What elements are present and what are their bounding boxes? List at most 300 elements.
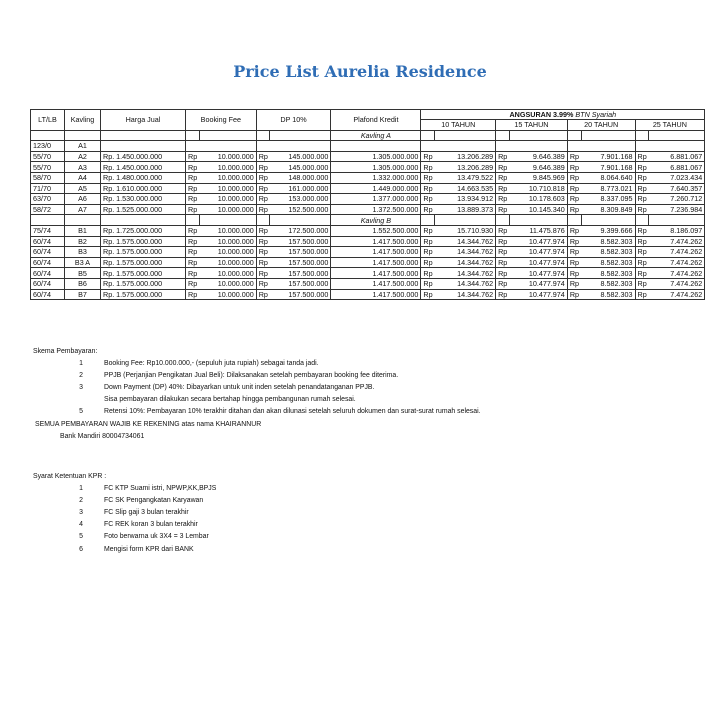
cell-kavling: B2 bbox=[65, 236, 101, 247]
header-angsuran bbox=[421, 110, 705, 120]
cell-plafond: 1.305.000.000 bbox=[331, 151, 421, 162]
header-booking: Booking Fee bbox=[186, 110, 257, 131]
price-list-table bbox=[30, 109, 705, 300]
currency-label: Rp bbox=[421, 162, 435, 173]
header-harga: Harga Jual bbox=[101, 110, 186, 131]
currency-label: Rp bbox=[421, 151, 435, 162]
currency-label: Rp bbox=[496, 162, 510, 173]
cell-angsuran-10: 14.344.762 bbox=[435, 268, 496, 279]
syarat-kpr bbox=[33, 471, 216, 556]
table-row bbox=[31, 183, 705, 194]
currency-label: Rp bbox=[567, 278, 581, 289]
currency-label bbox=[496, 141, 510, 152]
list-item-text: FC REK koran 3 bulan terakhir bbox=[104, 521, 198, 529]
cell-booking: 10.000.000 bbox=[199, 204, 256, 215]
currency-label: Rp bbox=[496, 151, 510, 162]
empty-cell bbox=[101, 130, 186, 141]
cell-angsuran-10: 15.710.930 bbox=[435, 225, 496, 236]
cell-kavling: B6 bbox=[65, 278, 101, 289]
cell-dp bbox=[270, 141, 331, 152]
cell-harga: Rp. 1.575.000.000 bbox=[101, 247, 186, 258]
list-item bbox=[33, 531, 216, 543]
cell-kavling: B3 A bbox=[65, 257, 101, 268]
currency-label: Rp bbox=[186, 162, 200, 173]
cell-dp: 157.500.000 bbox=[270, 268, 331, 279]
skema-heading: Skema Pembayaran: bbox=[33, 348, 98, 355]
cell-ltlb: 75/74 bbox=[31, 225, 65, 236]
list-item-text: Booking Fee: Rp10.000.000,- (sepuluh juta rupiah) sebagai tanda jadi. bbox=[104, 360, 319, 368]
empty-cell bbox=[199, 130, 256, 141]
cell-dp: 157.500.000 bbox=[270, 236, 331, 247]
cell-kavling: A6 bbox=[65, 194, 101, 205]
currency-label: Rp bbox=[256, 204, 270, 215]
currency-label: Rp bbox=[256, 162, 270, 173]
cell-kavling: A2 bbox=[65, 151, 101, 162]
cell-harga: Rp. 1.525.000.000 bbox=[101, 204, 186, 215]
table-row bbox=[31, 236, 705, 247]
currency-label: Rp bbox=[256, 225, 270, 236]
cell-dp: 157.500.000 bbox=[270, 289, 331, 300]
cell-angsuran-25: 7.260.712 bbox=[649, 194, 705, 205]
list-item-number: 2 bbox=[79, 497, 83, 505]
skema-pembayaran bbox=[33, 346, 481, 443]
cell-plafond: 1.417.500.000 bbox=[331, 257, 421, 268]
list-item-number: 1 bbox=[79, 360, 83, 368]
list-item-text: Retensi 10%: Pembayaran 10% terakhir ditahan dan akan dilunasi setelah seluruh dokumen dan surat-surat rumah selesai. bbox=[104, 408, 481, 416]
empty-cell bbox=[270, 215, 331, 226]
currency-label: Rp bbox=[421, 278, 435, 289]
list-item bbox=[33, 358, 481, 370]
cell-angsuran-15: 9.646.389 bbox=[509, 151, 567, 162]
currency-label: Rp bbox=[635, 289, 649, 300]
cell-dp: 148.000.000 bbox=[270, 172, 331, 183]
cell-booking: 10.000.000 bbox=[199, 151, 256, 162]
list-item-text: Down Payment (DP) 40%: Dibayarkan untuk unit inden setelah penandatanganan PPJB. bbox=[104, 384, 375, 392]
currency-label: Rp bbox=[421, 204, 435, 215]
cell-dp: 153.000.000 bbox=[270, 194, 331, 205]
cell-angsuran-10: 14.344.762 bbox=[435, 278, 496, 289]
currency-label: Rp bbox=[256, 236, 270, 247]
list-item-text: Mengisi form KPR dari BANK bbox=[104, 545, 194, 553]
cell-ltlb: 63/70 bbox=[31, 194, 65, 205]
cell-kavling: A1 bbox=[65, 141, 101, 152]
cell-ltlb: 71/70 bbox=[31, 183, 65, 194]
skema-list bbox=[33, 358, 481, 418]
currency-label: Rp bbox=[635, 162, 649, 173]
currency-label: Rp bbox=[256, 268, 270, 279]
list-item-text: FC SK Pengangkatan Karyawan bbox=[104, 497, 204, 505]
empty-cell bbox=[435, 130, 496, 141]
syarat-heading: Syarat Ketentuan KPR : bbox=[33, 473, 107, 480]
currency-label: Rp bbox=[421, 194, 435, 205]
currency-label: Rp bbox=[186, 236, 200, 247]
list-item bbox=[33, 544, 216, 556]
currency-label: Rp bbox=[567, 236, 581, 247]
empty-cell bbox=[31, 130, 65, 141]
cell-plafond bbox=[331, 141, 421, 152]
cell-angsuran-20: 8.582.303 bbox=[581, 247, 635, 258]
cell-angsuran-10 bbox=[435, 141, 496, 152]
currency-label: Rp bbox=[567, 289, 581, 300]
cell-angsuran-20: 8.773.021 bbox=[581, 183, 635, 194]
cell-booking: 10.000.000 bbox=[199, 162, 256, 173]
cell-harga: Rp. 1.575.000.000 bbox=[101, 257, 186, 268]
cell-angsuran-15: 9.646.389 bbox=[509, 162, 567, 173]
empty-cell bbox=[635, 130, 649, 141]
cell-ltlb: 60/74 bbox=[31, 278, 65, 289]
section-row bbox=[31, 215, 705, 226]
table-row bbox=[31, 257, 705, 268]
list-item bbox=[33, 382, 481, 394]
table-row bbox=[31, 278, 705, 289]
cell-angsuran-15: 10.477.974 bbox=[509, 236, 567, 247]
header-angsuran-rate: ANGSURAN 3.99% bbox=[509, 110, 574, 119]
currency-label: Rp bbox=[635, 204, 649, 215]
syarat-list bbox=[33, 483, 216, 556]
currency-label: Rp bbox=[567, 268, 581, 279]
cell-angsuran-10: 13.934.912 bbox=[435, 194, 496, 205]
cell-angsuran-10: 14.344.762 bbox=[435, 257, 496, 268]
currency-label: Rp bbox=[421, 268, 435, 279]
currency-label: Rp bbox=[635, 172, 649, 183]
currency-label: Rp bbox=[186, 183, 200, 194]
list-item-text: FC Slip gaji 3 bulan terakhir bbox=[104, 509, 189, 517]
currency-label bbox=[567, 141, 581, 152]
table-row bbox=[31, 204, 705, 215]
currency-label: Rp bbox=[567, 194, 581, 205]
cell-angsuran-15: 9.845.969 bbox=[509, 172, 567, 183]
table-row bbox=[31, 151, 705, 162]
cell-harga: Rp. 1.575.000.000 bbox=[101, 278, 186, 289]
empty-cell bbox=[270, 130, 331, 141]
currency-label: Rp bbox=[567, 172, 581, 183]
table-row bbox=[31, 289, 705, 300]
currency-label: Rp bbox=[496, 247, 510, 258]
header-10-tahun: 10 TAHUN bbox=[421, 120, 496, 131]
currency-label: Rp bbox=[635, 194, 649, 205]
cell-booking: 10.000.000 bbox=[199, 172, 256, 183]
cell-angsuran-20: 8.064.640 bbox=[581, 172, 635, 183]
empty-cell bbox=[567, 130, 581, 141]
cell-plafond: 1.417.500.000 bbox=[331, 289, 421, 300]
empty-cell bbox=[435, 215, 496, 226]
cell-angsuran-15: 10.477.974 bbox=[509, 257, 567, 268]
cell-plafond: 1.449.000.000 bbox=[331, 183, 421, 194]
table-row bbox=[31, 172, 705, 183]
cell-booking: 10.000.000 bbox=[199, 278, 256, 289]
currency-label: Rp bbox=[496, 236, 510, 247]
bank-account: Bank Mandiri 80004734061 bbox=[60, 432, 145, 440]
cell-harga: Rp. 1.610.000.000 bbox=[101, 183, 186, 194]
cell-angsuran-10: 14.344.762 bbox=[435, 289, 496, 300]
currency-label: Rp bbox=[635, 183, 649, 194]
header-angsuran-bank: BTN Syariah bbox=[575, 110, 617, 119]
currency-label: Rp bbox=[186, 278, 200, 289]
cell-angsuran-20: 8.582.303 bbox=[581, 278, 635, 289]
currency-label: Rp bbox=[496, 257, 510, 268]
currency-label: Rp bbox=[496, 225, 510, 236]
cell-kavling: B7 bbox=[65, 289, 101, 300]
cell-ltlb: 60/74 bbox=[31, 257, 65, 268]
list-item-text: Foto berwarna uk 3X4 = 3 Lembar bbox=[104, 533, 209, 541]
currency-label: Rp bbox=[186, 257, 200, 268]
header-dp: DP 10% bbox=[256, 110, 331, 131]
cell-dp: 145.000.000 bbox=[270, 162, 331, 173]
header-20-tahun: 20 TAHUN bbox=[567, 120, 635, 131]
currency-label: Rp bbox=[496, 204, 510, 215]
empty-cell bbox=[649, 215, 705, 226]
cell-booking: 10.000.000 bbox=[199, 236, 256, 247]
cell-harga: Rp. 1.450.000.000 bbox=[101, 162, 186, 173]
cell-kavling: B1 bbox=[65, 225, 101, 236]
cell-ltlb: 58/70 bbox=[31, 172, 65, 183]
cell-angsuran-15: 10.477.974 bbox=[509, 268, 567, 279]
currency-label bbox=[421, 141, 435, 152]
cell-plafond: 1.377.000.000 bbox=[331, 194, 421, 205]
currency-label: Rp bbox=[256, 151, 270, 162]
currency-label: Rp bbox=[186, 268, 200, 279]
cell-booking: 10.000.000 bbox=[199, 183, 256, 194]
cell-plafond: 1.372.500.000 bbox=[331, 204, 421, 215]
cell-angsuran-20: 8.582.303 bbox=[581, 236, 635, 247]
empty-cell bbox=[186, 130, 200, 141]
currency-label: Rp bbox=[496, 183, 510, 194]
currency-label: Rp bbox=[256, 183, 270, 194]
currency-label: Rp bbox=[186, 194, 200, 205]
currency-label: Rp bbox=[186, 289, 200, 300]
currency-label: Rp bbox=[421, 247, 435, 258]
currency-label: Rp bbox=[421, 225, 435, 236]
cell-angsuran-20: 8.582.303 bbox=[581, 268, 635, 279]
empty-cell bbox=[567, 215, 581, 226]
cell-angsuran-15: 10.178.603 bbox=[509, 194, 567, 205]
empty-cell bbox=[256, 130, 270, 141]
cell-angsuran-20: 8.582.303 bbox=[581, 289, 635, 300]
list-item-text: Sisa pembayaran dilakukan secara bertahap hingga pembangunan rumah selesai. bbox=[104, 396, 356, 404]
currency-label: Rp bbox=[256, 289, 270, 300]
cell-angsuran-25: 6.881.067 bbox=[649, 162, 705, 173]
list-item-number: 4 bbox=[79, 521, 83, 529]
cell-kavling: A5 bbox=[65, 183, 101, 194]
currency-label: Rp bbox=[256, 278, 270, 289]
cell-angsuran-20: 8.309.849 bbox=[581, 204, 635, 215]
currency-label: Rp bbox=[567, 151, 581, 162]
currency-label: Rp bbox=[635, 278, 649, 289]
cell-booking: 10.000.000 bbox=[199, 289, 256, 300]
cell-dp: 152.500.000 bbox=[270, 204, 331, 215]
cell-angsuran-10: 13.889.373 bbox=[435, 204, 496, 215]
currency-label: Rp bbox=[186, 225, 200, 236]
cell-plafond: 1.417.500.000 bbox=[331, 268, 421, 279]
currency-label: Rp bbox=[567, 257, 581, 268]
list-item bbox=[33, 495, 216, 507]
cell-dp: 172.500.000 bbox=[270, 225, 331, 236]
currency-label: Rp bbox=[635, 236, 649, 247]
cell-angsuran-10: 13.479.522 bbox=[435, 172, 496, 183]
currency-label: Rp bbox=[186, 204, 200, 215]
cell-angsuran-25: 7.474.262 bbox=[649, 257, 705, 268]
currency-label: Rp bbox=[421, 257, 435, 268]
cell-booking bbox=[199, 141, 256, 152]
cell-booking: 10.000.000 bbox=[199, 194, 256, 205]
currency-label: Rp bbox=[635, 151, 649, 162]
currency-label bbox=[635, 141, 649, 152]
list-item-text: PPJB (Perjanjian Pengikatan Jual Beli): Dilaksanakan setelah pembayaran booking fee diterima. bbox=[104, 372, 399, 380]
cell-dp: 157.500.000 bbox=[270, 257, 331, 268]
cell-ltlb: 60/74 bbox=[31, 289, 65, 300]
cell-angsuran-25: 7.474.262 bbox=[649, 247, 705, 258]
cell-ltlb: 60/74 bbox=[31, 247, 65, 258]
list-item bbox=[33, 406, 481, 418]
currency-label: Rp bbox=[496, 289, 510, 300]
cell-angsuran-25: 7.474.262 bbox=[649, 268, 705, 279]
cell-angsuran-10: 14.663.535 bbox=[435, 183, 496, 194]
section-label: Kavling A bbox=[331, 130, 421, 141]
cell-plafond: 1.417.500.000 bbox=[331, 278, 421, 289]
currency-label: Rp bbox=[567, 183, 581, 194]
cell-angsuran-20: 8.337.095 bbox=[581, 194, 635, 205]
cell-angsuran-25: 7.474.262 bbox=[649, 236, 705, 247]
cell-harga: Rp. 1.575.000.000 bbox=[101, 268, 186, 279]
currency-label: Rp bbox=[421, 289, 435, 300]
cell-kavling: B5 bbox=[65, 268, 101, 279]
cell-angsuran-15 bbox=[509, 141, 567, 152]
cell-angsuran-25: 7.023.434 bbox=[649, 172, 705, 183]
currency-label: Rp bbox=[421, 236, 435, 247]
cell-dp: 145.000.000 bbox=[270, 151, 331, 162]
currency-label: Rp bbox=[567, 162, 581, 173]
cell-angsuran-15: 10.477.974 bbox=[509, 289, 567, 300]
currency-label: Rp bbox=[186, 172, 200, 183]
cell-angsuran-25: 7.640.357 bbox=[649, 183, 705, 194]
header-plafond: Plafond Kredit bbox=[331, 110, 421, 131]
table-row bbox=[31, 225, 705, 236]
currency-label: Rp bbox=[496, 194, 510, 205]
empty-cell bbox=[509, 215, 567, 226]
cell-angsuran-15: 10.710.818 bbox=[509, 183, 567, 194]
empty-cell bbox=[635, 215, 649, 226]
list-item-number: 2 bbox=[79, 372, 83, 380]
empty-cell bbox=[65, 215, 101, 226]
cell-angsuran-25: 8.186.097 bbox=[649, 225, 705, 236]
currency-label: Rp bbox=[256, 194, 270, 205]
empty-cell bbox=[509, 130, 567, 141]
cell-plafond: 1.305.000.000 bbox=[331, 162, 421, 173]
cell-ltlb: 60/74 bbox=[31, 268, 65, 279]
cell-plafond: 1.417.500.000 bbox=[331, 236, 421, 247]
cell-angsuran-25: 7.474.262 bbox=[649, 278, 705, 289]
cell-ltlb: 58/72 bbox=[31, 204, 65, 215]
list-item-number: 6 bbox=[79, 545, 83, 553]
cell-angsuran-15: 10.477.974 bbox=[509, 278, 567, 289]
currency-label: Rp bbox=[496, 278, 510, 289]
currency-label: Rp bbox=[635, 225, 649, 236]
cell-angsuran-20: 7.901.168 bbox=[581, 162, 635, 173]
cell-angsuran-10: 13.206.289 bbox=[435, 162, 496, 173]
currency-label: Rp bbox=[421, 172, 435, 183]
header-row bbox=[31, 110, 705, 120]
list-item bbox=[33, 507, 216, 519]
list-item-text: FC KTP Suami istri, NPWP,KK,BPJS bbox=[104, 485, 217, 493]
cell-kavling: A7 bbox=[65, 204, 101, 215]
empty-cell bbox=[496, 130, 510, 141]
empty-cell bbox=[649, 130, 705, 141]
currency-label: Rp bbox=[256, 172, 270, 183]
cell-plafond: 1.552.500.000 bbox=[331, 225, 421, 236]
cell-angsuran-20: 9.399.666 bbox=[581, 225, 635, 236]
cell-angsuran-20: 7.901.168 bbox=[581, 151, 635, 162]
empty-cell bbox=[421, 130, 435, 141]
empty-cell bbox=[581, 130, 635, 141]
currency-label: Rp bbox=[256, 257, 270, 268]
cell-plafond: 1.417.500.000 bbox=[331, 247, 421, 258]
cell-ltlb: 123/0 bbox=[31, 141, 65, 152]
cell-booking: 10.000.000 bbox=[199, 225, 256, 236]
cell-harga: Rp. 1.725.000.000 bbox=[101, 225, 186, 236]
empty-cell bbox=[421, 215, 435, 226]
cell-angsuran-15: 10.145.340 bbox=[509, 204, 567, 215]
table-row bbox=[31, 162, 705, 173]
header-25-tahun: 25 TAHUN bbox=[635, 120, 705, 131]
cell-angsuran-15: 10.477.974 bbox=[509, 247, 567, 258]
cell-ltlb: 55/70 bbox=[31, 162, 65, 173]
cell-angsuran-25: 7.474.262 bbox=[649, 289, 705, 300]
cell-harga: Rp. 1.480.000.000 bbox=[101, 172, 186, 183]
empty-cell bbox=[101, 215, 186, 226]
currency-label: Rp bbox=[186, 151, 200, 162]
cell-angsuran-10: 14.344.762 bbox=[435, 247, 496, 258]
header-15-tahun: 15 TAHUN bbox=[496, 120, 568, 131]
cell-harga: Rp. 1.575.000.000 bbox=[101, 236, 186, 247]
section-row bbox=[31, 130, 705, 141]
currency-label: Rp bbox=[567, 225, 581, 236]
list-item-number bbox=[33, 394, 104, 406]
cell-dp: 161.000.000 bbox=[270, 183, 331, 194]
empty-cell bbox=[496, 215, 510, 226]
currency-label: Rp bbox=[635, 247, 649, 258]
cell-kavling: B3 bbox=[65, 247, 101, 258]
cell-booking: 10.000.000 bbox=[199, 257, 256, 268]
currency-label: Rp bbox=[635, 257, 649, 268]
currency-label bbox=[256, 141, 270, 152]
cell-dp: 157.500.000 bbox=[270, 247, 331, 258]
list-item bbox=[33, 370, 481, 382]
header-ltlb: LT/LB bbox=[31, 110, 65, 131]
section-label: Kavling B bbox=[331, 215, 421, 226]
cell-angsuran-20: 8.582.303 bbox=[581, 257, 635, 268]
cell-plafond: 1.332.000.000 bbox=[331, 172, 421, 183]
cell-booking: 10.000.000 bbox=[199, 268, 256, 279]
currency-label: Rp bbox=[496, 172, 510, 183]
table-row bbox=[31, 141, 705, 152]
currency-label: Rp bbox=[567, 247, 581, 258]
cell-kavling: A4 bbox=[65, 172, 101, 183]
cell-angsuran-20 bbox=[581, 141, 635, 152]
list-item-number: 3 bbox=[79, 509, 83, 517]
cell-angsuran-10: 14.344.762 bbox=[435, 236, 496, 247]
table-row bbox=[31, 247, 705, 258]
currency-label: Rp bbox=[496, 268, 510, 279]
list-item-number: 3 bbox=[79, 384, 83, 392]
page-title: Price List Aurelia Residence bbox=[233, 62, 487, 81]
cell-kavling: A3 bbox=[65, 162, 101, 173]
rekening-note: SEMUA PEMBAYARAN WAJIB KE REKENING atas nama KHAIRANNUR bbox=[35, 420, 262, 428]
empty-cell bbox=[65, 130, 101, 141]
cell-angsuran-25: 6.881.067 bbox=[649, 151, 705, 162]
currency-label: Rp bbox=[186, 247, 200, 258]
cell-booking: 10.000.000 bbox=[199, 247, 256, 258]
list-item bbox=[33, 483, 216, 495]
